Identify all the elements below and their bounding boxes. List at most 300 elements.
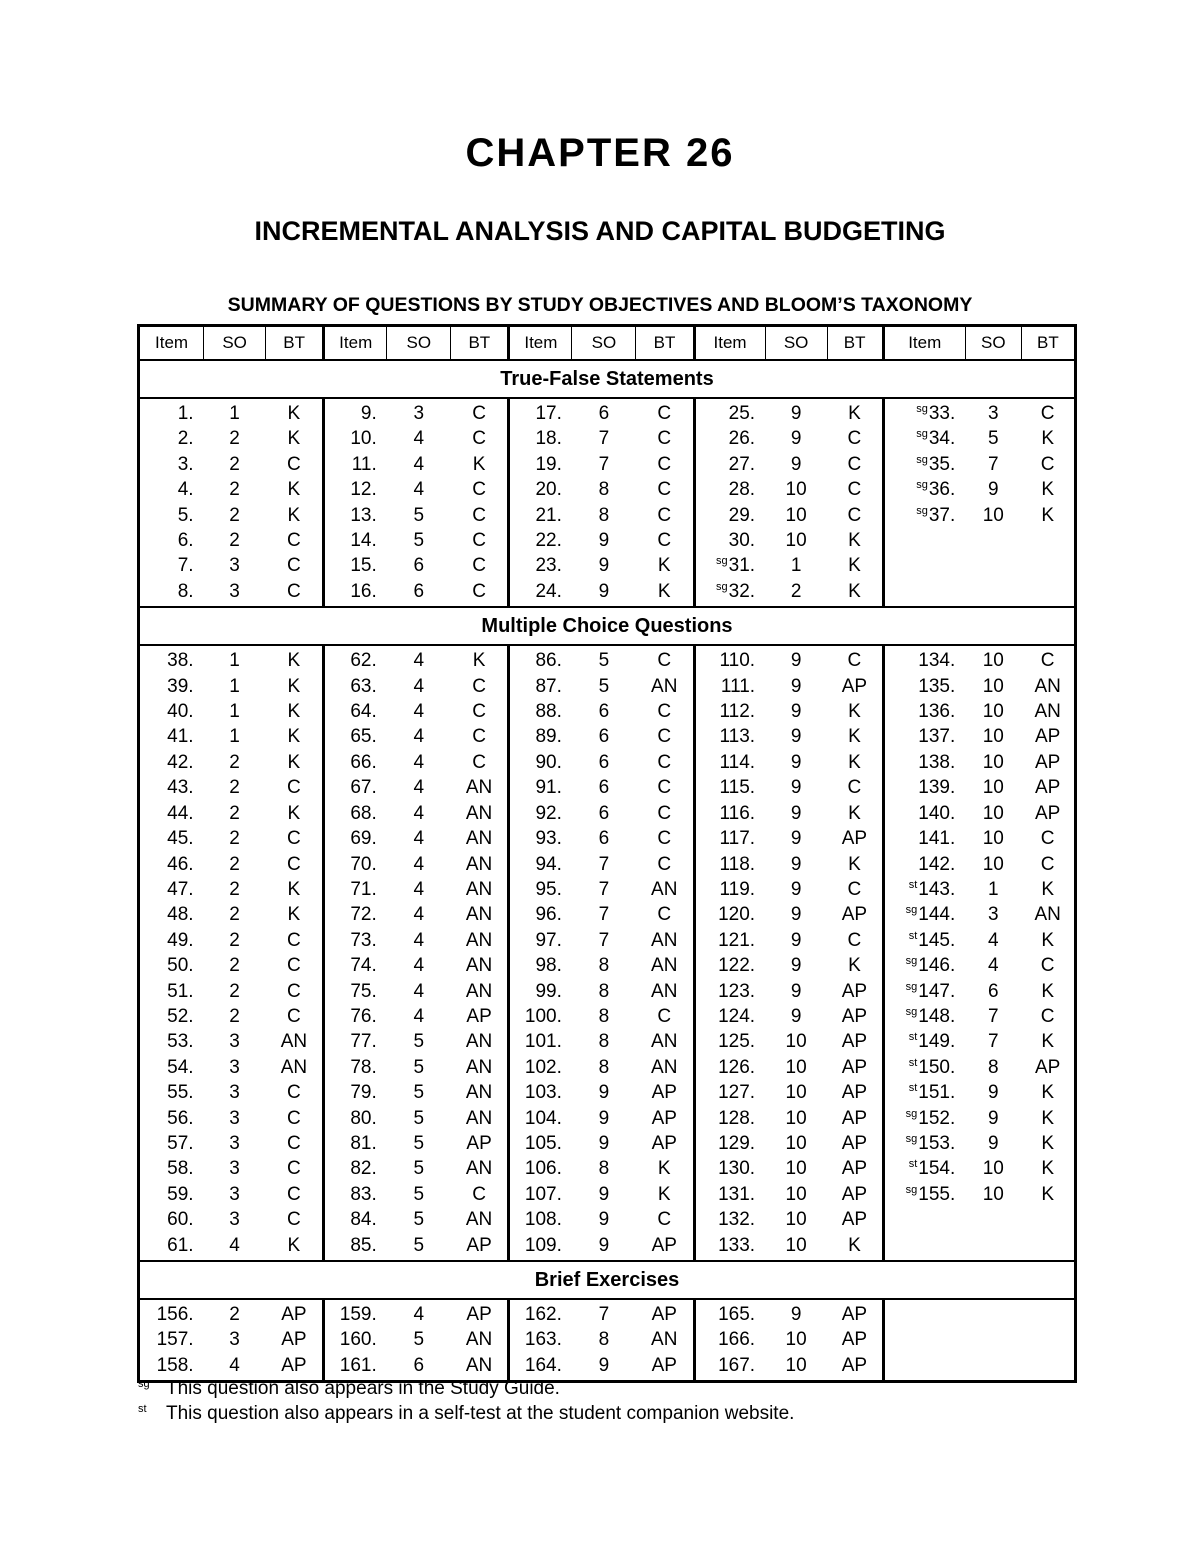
bt-cell: C <box>451 579 509 607</box>
bt-cell: C <box>636 750 694 775</box>
item-cell <box>139 1327 204 1352</box>
item-number: 89. <box>535 726 562 748</box>
item-number: 60. <box>167 1209 194 1231</box>
so-cell: 4 <box>413 955 425 977</box>
table-row <box>139 1106 1076 1131</box>
so-cell <box>965 1353 1021 1382</box>
item-number: 90. <box>535 751 562 773</box>
item-cell <box>324 503 387 528</box>
bt-cell: C <box>451 398 509 426</box>
item-cell <box>139 477 204 502</box>
so-cell: 3 <box>413 403 425 424</box>
bt-cell: C <box>827 877 883 902</box>
bt-cell: K <box>451 452 509 477</box>
footnote-marker: st <box>908 1158 918 1171</box>
bt-cell: C <box>636 902 694 927</box>
so-cell: 5 <box>413 504 425 526</box>
so-cell: 5 <box>413 1329 425 1351</box>
so-cell <box>965 553 1021 578</box>
item-number: 100. <box>524 1005 562 1027</box>
section-title: Brief Exercises <box>139 1261 1076 1299</box>
so-cell: 9 <box>598 1354 610 1376</box>
bt-cell: AN <box>451 1106 509 1131</box>
so-cell: 8 <box>598 1056 610 1078</box>
item-cell <box>883 826 965 851</box>
item-cell <box>509 477 572 502</box>
so-cell: 6 <box>598 777 610 799</box>
item-cell <box>509 953 572 978</box>
bt-cell: AN <box>451 826 509 851</box>
bt-cell: C <box>451 674 509 699</box>
item-number: 69. <box>350 828 377 850</box>
item-number: 12. <box>350 479 377 501</box>
bt-cell: K <box>1041 1031 1054 1053</box>
footnote-marker: st <box>908 1031 918 1044</box>
item-cell <box>324 426 387 451</box>
item-number: 149. <box>918 1031 956 1053</box>
item-cell <box>694 674 765 699</box>
bt-cell: AP <box>451 1233 509 1261</box>
bt-cell: AP <box>1034 802 1061 824</box>
item-number: 107. <box>524 1183 562 1205</box>
bt-cell: C <box>266 579 324 607</box>
bt-cell: K <box>827 579 883 607</box>
bt-cell: C <box>266 1182 324 1207</box>
bt-cell: K <box>1041 1082 1054 1104</box>
item-number: 127. <box>718 1082 756 1104</box>
table-header <box>139 326 1076 361</box>
item-cell <box>324 1233 387 1261</box>
bt-cell: AP <box>827 826 883 851</box>
bt-cell: K <box>827 398 883 426</box>
section-header-row <box>139 1261 1076 1299</box>
bt-cell: AP <box>636 1233 694 1261</box>
column-header-so: SO <box>965 326 1021 361</box>
so-cell: 4 <box>229 1234 240 1256</box>
so-cell: 2 <box>229 453 240 475</box>
item-cell <box>324 902 387 927</box>
bt-cell: C <box>636 1004 694 1029</box>
item-number: 52. <box>167 1005 194 1027</box>
item-cell <box>883 750 965 775</box>
table-row <box>139 877 1076 902</box>
item-number: 31. <box>728 555 756 577</box>
bt-cell: K <box>636 1182 694 1207</box>
so-cell: 2 <box>229 777 240 799</box>
bt-cell: K <box>1041 1183 1054 1205</box>
so-cell: 6 <box>988 980 999 1002</box>
item-cell <box>139 826 204 851</box>
item-cell <box>509 503 572 528</box>
item-number: 41. <box>167 726 194 748</box>
item-cell <box>509 1131 572 1156</box>
item-cell <box>139 1156 204 1181</box>
item-number: 67. <box>350 777 377 799</box>
so-cell: 8 <box>988 1056 999 1078</box>
item-cell <box>694 645 765 673</box>
item-number: 11. <box>351 453 377 475</box>
so-cell: 10 <box>785 504 807 526</box>
item-cell <box>694 928 765 953</box>
chapter-subtitle: INCREMENTAL ANALYSIS AND CAPITAL BUDGETING <box>254 216 946 246</box>
item-cell <box>139 1029 204 1054</box>
so-cell: 10 <box>982 726 1004 748</box>
so-cell: 1 <box>229 701 240 723</box>
item-cell <box>509 398 572 426</box>
item-cell <box>324 1080 387 1105</box>
so-cell: 2 <box>790 580 802 602</box>
item-cell <box>509 1156 572 1181</box>
so-cell: 9 <box>598 1132 610 1154</box>
item-cell <box>694 852 765 877</box>
item-cell <box>139 503 204 528</box>
item-number: 34. <box>928 428 956 450</box>
footnote-marker: sg <box>905 980 918 993</box>
item-number: 50. <box>167 955 194 977</box>
item-cell <box>139 1299 204 1327</box>
bt-cell: C <box>827 503 883 528</box>
bt-cell: C <box>266 1080 324 1105</box>
item-number: 74. <box>350 955 377 977</box>
item-number: 10. <box>350 428 377 450</box>
multiple-choice-section <box>139 607 1076 645</box>
so-cell: 3 <box>229 1209 240 1231</box>
so-cell: 6 <box>413 580 425 602</box>
item-number: 164. <box>524 1354 562 1376</box>
item-number: 29. <box>728 504 756 526</box>
bt-cell: AP <box>827 674 883 699</box>
item-cell <box>139 1182 204 1207</box>
item-cell <box>694 877 765 902</box>
so-cell: 9 <box>790 955 802 977</box>
item-number: 79. <box>350 1082 377 1104</box>
bt-cell: C <box>451 699 509 724</box>
bt-cell: K <box>266 1233 324 1261</box>
footnote-marker: sg <box>905 955 918 968</box>
item-number: 140. <box>918 802 956 824</box>
item-cell <box>509 426 572 451</box>
footnote-marker: st <box>908 878 918 891</box>
item-number: 86. <box>535 650 562 672</box>
so-cell: 10 <box>982 504 1004 526</box>
bt-cell: AN <box>1034 904 1061 926</box>
item-cell <box>139 1106 204 1131</box>
so-cell: 2 <box>229 828 240 850</box>
so-cell: 4 <box>988 955 999 977</box>
item-number: 139. <box>918 777 956 799</box>
bt-cell: C <box>266 1004 324 1029</box>
bt-cell: AP <box>827 1029 883 1054</box>
item-number: 22. <box>535 530 562 552</box>
so-cell: 5 <box>598 675 610 697</box>
so-cell: 7 <box>598 929 610 951</box>
item-number: 95. <box>535 878 562 900</box>
item-cell <box>139 645 204 673</box>
item-number: 151. <box>918 1082 956 1104</box>
bt-cell: C <box>636 528 694 553</box>
so-cell: 5 <box>413 1056 425 1078</box>
bt-cell: AP <box>451 1299 509 1327</box>
item-number: 92. <box>535 802 562 824</box>
bt-cell: C <box>1040 853 1055 875</box>
column-header-bt: BT <box>636 326 694 361</box>
bt-cell: AN <box>636 1055 694 1080</box>
so-cell <box>965 1207 1021 1232</box>
item-number: 42. <box>167 751 194 773</box>
item-cell <box>883 1055 965 1080</box>
bt-cell: K <box>827 724 883 749</box>
item-number: 122. <box>718 955 756 977</box>
bt-cell: AN <box>451 1055 509 1080</box>
bt-cell: AN <box>451 1156 509 1181</box>
bt-cell: K <box>266 674 324 699</box>
so-cell: 7 <box>598 853 610 875</box>
item-cell <box>324 1299 387 1327</box>
item-cell <box>694 579 765 607</box>
item-number: 157. <box>156 1329 194 1351</box>
so-cell: 9 <box>790 428 802 450</box>
bt-cell <box>1021 1299 1075 1327</box>
item-number: 131. <box>718 1183 756 1205</box>
so-cell: 10 <box>982 701 1004 723</box>
item-cell <box>883 477 965 502</box>
item-cell <box>324 801 387 826</box>
item-cell <box>324 699 387 724</box>
bt-cell: C <box>266 528 324 553</box>
table-row <box>139 979 1076 1004</box>
item-number: 62. <box>350 650 377 672</box>
bt-cell: AP <box>1034 751 1061 773</box>
item-cell <box>324 852 387 877</box>
column-header-item: Item <box>883 326 965 361</box>
item-cell <box>883 852 965 877</box>
item-number: 21. <box>535 504 562 526</box>
item-cell <box>509 826 572 851</box>
bt-cell: C <box>266 1106 324 1131</box>
item-number: 159. <box>339 1304 377 1325</box>
item-number: 56. <box>167 1107 194 1129</box>
item-cell <box>139 699 204 724</box>
item-number: 103. <box>524 1082 562 1104</box>
bt-cell: C <box>636 452 694 477</box>
item-cell <box>324 750 387 775</box>
item-cell <box>694 979 765 1004</box>
bt-cell: AP <box>827 1182 883 1207</box>
so-cell: 10 <box>785 1209 807 1231</box>
item-cell <box>694 528 765 553</box>
bt-cell: AN <box>451 1207 509 1232</box>
item-cell <box>694 724 765 749</box>
bt-cell: C <box>266 1131 324 1156</box>
so-cell: 10 <box>785 1056 807 1078</box>
so-cell: 2 <box>229 504 240 526</box>
so-cell: 1 <box>988 878 999 900</box>
so-cell <box>965 1233 1021 1261</box>
so-cell: 10 <box>982 802 1004 824</box>
item-cell <box>509 902 572 927</box>
item-number: 28. <box>728 479 756 501</box>
item-cell <box>324 579 387 607</box>
item-number: 102. <box>524 1056 562 1078</box>
column-header-item: Item <box>694 326 765 361</box>
item-cell <box>324 1004 387 1029</box>
bt-cell: C <box>1040 828 1055 850</box>
item-cell <box>509 928 572 953</box>
bt-cell: C <box>266 452 324 477</box>
table-row <box>139 852 1076 877</box>
so-cell: 6 <box>413 1354 425 1376</box>
item-cell <box>139 579 204 607</box>
item-number: 80. <box>350 1107 377 1129</box>
item-cell <box>324 877 387 902</box>
bt-cell: K <box>266 645 324 673</box>
item-cell <box>694 1207 765 1232</box>
item-cell <box>883 553 965 578</box>
so-cell: 9 <box>790 828 802 850</box>
so-cell: 4 <box>229 1354 240 1376</box>
item-cell <box>324 477 387 502</box>
item-cell <box>139 953 204 978</box>
section-rows <box>139 1299 1076 1382</box>
so-cell: 9 <box>988 1107 999 1129</box>
bt-cell: C <box>1040 403 1055 424</box>
bt-cell: K <box>266 426 324 451</box>
item-cell <box>694 426 765 451</box>
column-header-so: SO <box>204 326 266 361</box>
item-cell <box>139 1233 204 1261</box>
so-cell: 9 <box>790 650 802 672</box>
bt-cell: K <box>827 801 883 826</box>
so-cell: 4 <box>413 904 425 926</box>
bt-cell: K <box>1041 878 1054 900</box>
column-header-so: SO <box>572 326 636 361</box>
item-number: 85. <box>350 1234 377 1256</box>
so-cell: 3 <box>229 1082 240 1104</box>
item-number: 120. <box>718 904 756 926</box>
item-number: 153. <box>918 1132 956 1154</box>
bt-cell: AP <box>451 1004 509 1029</box>
bt-cell: K <box>827 1233 883 1261</box>
item-cell <box>883 801 965 826</box>
so-cell: 2 <box>229 1005 240 1027</box>
bt-cell: C <box>636 775 694 800</box>
so-cell: 2 <box>229 929 240 951</box>
so-cell: 1 <box>229 675 240 697</box>
so-cell <box>965 1327 1021 1352</box>
bt-cell: AN <box>636 1327 694 1352</box>
item-number: 141. <box>918 828 956 850</box>
so-cell: 6 <box>413 555 425 577</box>
item-number: 64. <box>350 701 377 723</box>
item-number: 4. <box>177 479 194 501</box>
item-number: 118. <box>719 853 756 875</box>
item-cell <box>883 724 965 749</box>
item-cell <box>139 426 204 451</box>
item-number: 142. <box>918 853 956 875</box>
so-cell: 9 <box>598 580 610 602</box>
so-cell: 10 <box>785 1132 807 1154</box>
so-cell: 4 <box>413 453 425 475</box>
table-row <box>139 528 1076 553</box>
table-row <box>139 674 1076 699</box>
item-cell <box>324 528 387 553</box>
item-cell <box>883 953 965 978</box>
bt-cell: AN <box>636 979 694 1004</box>
bt-cell: K <box>266 477 324 502</box>
so-cell: 8 <box>598 955 610 977</box>
item-number: 36. <box>928 479 956 501</box>
item-number: 133. <box>718 1234 756 1256</box>
so-cell: 7 <box>598 1304 610 1325</box>
item-number: 25. <box>728 403 756 424</box>
item-number: 98. <box>535 955 562 977</box>
so-cell: 9 <box>790 853 802 875</box>
so-cell: 9 <box>790 777 802 799</box>
so-cell: 9 <box>988 1082 999 1104</box>
so-cell: 9 <box>598 555 610 577</box>
item-cell <box>139 1004 204 1029</box>
table-row <box>139 1080 1076 1105</box>
bt-cell: C <box>1040 453 1055 475</box>
bt-cell: K <box>451 645 509 673</box>
item-cell <box>509 979 572 1004</box>
so-cell: 9 <box>598 1183 610 1205</box>
so-cell: 10 <box>982 751 1004 773</box>
item-cell <box>139 1080 204 1105</box>
so-cell: 9 <box>790 980 802 1002</box>
bt-cell: K <box>636 553 694 578</box>
so-cell: 2 <box>229 530 240 552</box>
bt-cell: AN <box>266 1029 324 1054</box>
bt-cell: C <box>827 477 883 502</box>
bt-cell: K <box>266 398 324 426</box>
bt-cell: AN <box>1034 701 1061 723</box>
item-cell <box>694 1327 765 1352</box>
bt-cell: AP <box>827 1299 883 1327</box>
item-cell <box>694 750 765 775</box>
bt-cell: C <box>636 699 694 724</box>
item-number: 27. <box>728 453 756 475</box>
item-number: 106. <box>524 1158 562 1180</box>
footnote-marker: sg <box>716 555 728 568</box>
bt-cell: K <box>1041 504 1054 526</box>
item-number: 51. <box>167 980 194 1002</box>
item-number: 8. <box>177 580 194 602</box>
so-cell: 4 <box>413 828 425 850</box>
item-number: 136. <box>918 701 956 723</box>
item-cell <box>139 852 204 877</box>
table-row <box>139 1055 1076 1080</box>
bt-cell: C <box>451 750 509 775</box>
so-cell: 5 <box>413 1132 425 1154</box>
item-number: 49. <box>167 929 194 951</box>
item-number: 73. <box>350 929 377 951</box>
item-cell <box>509 801 572 826</box>
bt-cell: AN <box>451 979 509 1004</box>
item-cell <box>509 645 572 673</box>
so-cell: 8 <box>598 980 610 1002</box>
item-number: 113. <box>719 726 756 748</box>
item-number: 132. <box>718 1209 756 1231</box>
item-number: 15. <box>350 555 377 577</box>
item-number: 117. <box>719 828 756 850</box>
so-cell: 5 <box>413 1031 425 1053</box>
item-number: 9. <box>360 403 377 424</box>
item-number: 54. <box>167 1056 194 1078</box>
item-cell <box>509 674 572 699</box>
bt-cell: C <box>827 426 883 451</box>
item-number: 166. <box>718 1329 756 1351</box>
